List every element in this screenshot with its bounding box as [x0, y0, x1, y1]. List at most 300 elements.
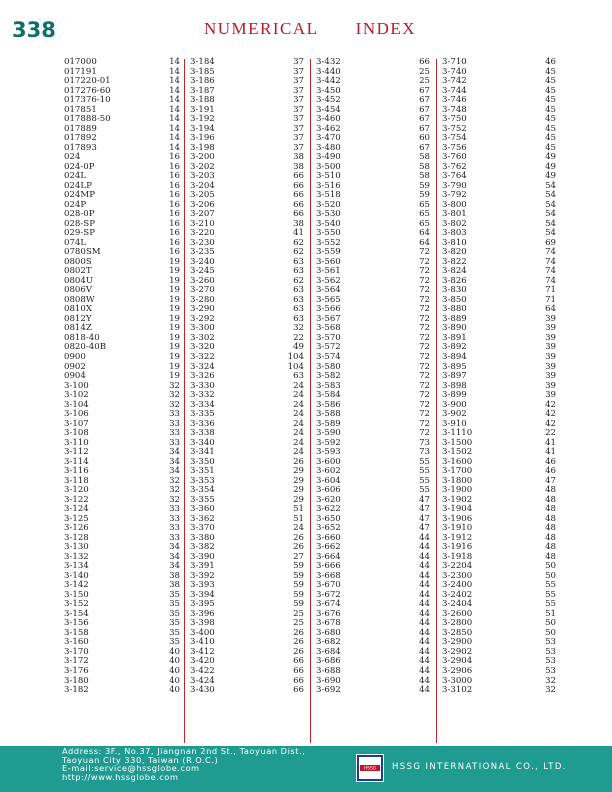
part-number: 3-660 — [316, 532, 341, 543]
page-reference: 32 — [169, 399, 180, 410]
part-number: 3-570 — [316, 332, 341, 343]
page-reference: 37 — [293, 57, 304, 67]
page-reference: 66 — [293, 199, 304, 210]
page-reference: 16 — [169, 171, 180, 182]
page-reference: 44 — [419, 637, 430, 648]
page-reference: 74 — [545, 256, 556, 267]
part-number: 3-822 — [442, 256, 467, 267]
page-reference: 14 — [169, 142, 180, 153]
part-number: 3-1904 — [442, 504, 473, 515]
page-reference: 73 — [419, 437, 430, 448]
part-number: 0812Y — [64, 313, 92, 324]
page-reference: 16 — [169, 180, 180, 191]
page-reference: 74 — [545, 266, 556, 277]
page-reference: 42 — [545, 418, 556, 429]
part-number: 0804U — [64, 275, 94, 286]
part-number: 3-2850 — [442, 627, 473, 638]
part-number: 3-750 — [442, 114, 467, 125]
company-logo — [356, 754, 384, 782]
page-reference: 33 — [169, 418, 180, 429]
page-reference: 72 — [419, 342, 430, 353]
part-number: 3-592 — [316, 437, 341, 448]
part-number: 3-187 — [190, 85, 215, 96]
column-separator — [436, 59, 437, 743]
page-reference: 38 — [169, 580, 180, 591]
page-reference: 72 — [419, 418, 430, 429]
page-reference: 63 — [293, 294, 304, 305]
part-number: 3-202 — [190, 161, 215, 172]
page-reference: 35 — [169, 618, 180, 629]
index-entry — [442, 686, 556, 696]
part-number: 3-107 — [64, 418, 89, 429]
page-reference: 62 — [293, 247, 304, 258]
part-number: 3-756 — [442, 142, 467, 153]
page-reference: 44 — [419, 685, 430, 696]
page-reference: 14 — [169, 104, 180, 115]
index-entry — [64, 144, 180, 154]
page-reference: 53 — [545, 637, 556, 648]
page-reference: 47 — [419, 494, 430, 505]
part-number: 017893 — [64, 142, 97, 153]
part-number: 3-589 — [316, 418, 341, 429]
part-number: 3-801 — [442, 209, 467, 220]
part-number: 3-803 — [442, 228, 467, 239]
page-reference: 47 — [545, 475, 556, 486]
page-reference: 58 — [419, 171, 430, 182]
page-reference: 35 — [169, 637, 180, 648]
part-number: 3-351 — [190, 466, 215, 477]
part-number: 3-760 — [442, 152, 467, 163]
part-number: 3-154 — [64, 608, 89, 619]
page-reference: 59 — [293, 561, 304, 572]
page-reference: 33 — [169, 532, 180, 543]
page-reference: 16 — [169, 199, 180, 210]
part-number: 3-1110 — [442, 428, 473, 439]
part-number: 3-400 — [190, 627, 215, 638]
part-number: 3-664 — [316, 551, 341, 562]
page-reference: 49 — [293, 342, 304, 353]
part-number: 3-792 — [442, 190, 467, 201]
part-number: 3-184 — [190, 57, 215, 67]
numerical-index — [0, 58, 612, 746]
page-reference: 29 — [293, 485, 304, 496]
page-reference: 25 — [293, 608, 304, 619]
index-entry — [316, 686, 430, 696]
part-number: 3-382 — [190, 542, 215, 553]
page-reference: 47 — [419, 504, 430, 515]
page-reference: 44 — [419, 656, 430, 667]
page-reference: 32 — [545, 685, 556, 696]
part-number: 3-2904 — [442, 656, 473, 667]
page-reference: 16 — [169, 247, 180, 258]
page-reference: 65 — [419, 199, 430, 210]
part-number: 3-790 — [442, 180, 467, 191]
page-reference: 34 — [169, 466, 180, 477]
page-reference: 19 — [169, 275, 180, 286]
page-reference: 24 — [293, 523, 304, 534]
page-reference: 32 — [169, 390, 180, 401]
page-reference: 59 — [293, 589, 304, 600]
page-reference: 71 — [545, 294, 556, 305]
page-reference: 22 — [545, 428, 556, 439]
part-number: 017889 — [64, 123, 97, 134]
page-reference: 14 — [169, 76, 180, 87]
page-reference: 72 — [419, 380, 430, 391]
part-number: 3-424 — [190, 675, 215, 686]
part-number: 3-690 — [316, 675, 341, 686]
page-reference: 54 — [545, 180, 556, 191]
part-number: 3-744 — [442, 85, 467, 96]
page-reference: 72 — [419, 256, 430, 267]
page-reference: 41 — [293, 228, 304, 239]
page-reference: 44 — [419, 646, 430, 657]
part-number: 3-680 — [316, 627, 341, 638]
page-reference: 24 — [293, 409, 304, 420]
part-number: 3-902 — [442, 409, 467, 420]
part-number: 3-410 — [190, 637, 215, 648]
part-number: 3-391 — [190, 561, 215, 572]
page-reference: 63 — [293, 304, 304, 315]
part-number: 3-182 — [64, 685, 89, 696]
page-reference: 25 — [419, 66, 430, 77]
part-number: 3-530 — [316, 209, 341, 220]
part-number: 3-552 — [316, 237, 341, 248]
part-number: 3-394 — [190, 589, 215, 600]
part-number: 3-412 — [190, 646, 215, 657]
part-number: 3-559 — [316, 247, 341, 258]
page-reference: 26 — [293, 637, 304, 648]
page-reference: 63 — [293, 256, 304, 267]
page-reference: 16 — [169, 161, 180, 172]
part-number: 017220-01 — [64, 76, 111, 87]
part-number: 3-353 — [190, 475, 215, 486]
part-number: 3-668 — [316, 570, 341, 581]
page-reference: 67 — [419, 85, 430, 96]
page-reference: 45 — [545, 142, 556, 153]
page-reference: 71 — [545, 285, 556, 296]
part-number: 3-360 — [190, 504, 215, 515]
page-reference: 44 — [419, 570, 430, 581]
page-reference: 25 — [293, 618, 304, 629]
page-reference: 74 — [545, 275, 556, 286]
page-reference: 42 — [545, 399, 556, 410]
part-number: 3-510 — [316, 171, 341, 182]
page-reference: 16 — [169, 218, 180, 229]
part-number: 3-124 — [64, 504, 89, 515]
part-number: 3-500 — [316, 161, 341, 172]
page-reference: 39 — [545, 332, 556, 343]
part-number: 3-134 — [64, 561, 89, 572]
page-reference: 32 — [293, 323, 304, 334]
part-number: 3-2800 — [442, 618, 473, 629]
page-reference: 44 — [419, 618, 430, 629]
page-reference: 104 — [287, 361, 304, 372]
address-line-1: Address: 3F., No.37, Jiangnan 2nd St., Taoyuan Dist., — [62, 746, 306, 756]
part-number: 3-1700 — [442, 466, 473, 477]
page-reference: 14 — [169, 123, 180, 134]
page-reference: 50 — [545, 561, 556, 572]
page-reference: 44 — [419, 589, 430, 600]
part-number: 3-2400 — [442, 580, 473, 591]
page-reference: 16 — [169, 237, 180, 248]
page-reference: 72 — [419, 399, 430, 410]
part-number: 3-810 — [442, 237, 467, 248]
part-number: 3-824 — [442, 266, 467, 277]
part-number: 3-762 — [442, 161, 467, 172]
page-reference: 50 — [545, 570, 556, 581]
part-number: 3-470 — [316, 133, 341, 144]
part-number: 3-889 — [442, 313, 467, 324]
part-number: 3-593 — [316, 447, 341, 458]
part-number: 3-1800 — [442, 475, 473, 486]
part-number: 3-684 — [316, 646, 341, 657]
page-reference: 59 — [293, 599, 304, 610]
page-reference: 64 — [419, 228, 430, 239]
page-reference: 72 — [419, 313, 430, 324]
part-number: 074L — [64, 237, 87, 248]
part-number: 3-355 — [190, 494, 215, 505]
page-reference: 44 — [419, 675, 430, 686]
page-reference: 39 — [545, 351, 556, 362]
part-number: 3-203 — [190, 171, 215, 182]
page-reference: 39 — [545, 390, 556, 401]
page-reference: 49 — [545, 171, 556, 182]
page-reference: 16 — [169, 209, 180, 220]
page-reference: 35 — [169, 599, 180, 610]
part-number: 3-200 — [190, 152, 215, 163]
part-number: 3-160 — [64, 637, 89, 648]
page-reference: 62 — [293, 237, 304, 248]
page-reference: 33 — [169, 504, 180, 515]
page-reference: 72 — [419, 332, 430, 343]
part-number: 3-420 — [190, 656, 215, 667]
part-number: 3-430 — [190, 685, 215, 696]
part-number: 3-150 — [64, 589, 89, 600]
part-number: 3-1910 — [442, 523, 473, 534]
part-number: 3-520 — [316, 199, 341, 210]
part-number: 3-180 — [64, 675, 89, 686]
part-number: 3-326 — [190, 371, 215, 382]
part-number: 3-567 — [316, 313, 341, 324]
part-number: 3-198 — [190, 142, 215, 153]
page-reference: 40 — [169, 646, 180, 657]
part-number: 3-572 — [316, 342, 341, 353]
page-reference: 55 — [419, 475, 430, 486]
part-number: 3-393 — [190, 580, 215, 591]
page-reference: 16 — [169, 228, 180, 239]
part-number: 3-540 — [316, 218, 341, 229]
part-number: 3-568 — [316, 323, 341, 334]
page-reference: 48 — [545, 551, 556, 562]
page-reference: 41 — [545, 447, 556, 458]
page-reference: 53 — [545, 666, 556, 676]
page-reference: 25 — [419, 76, 430, 87]
page-reference: 72 — [419, 361, 430, 372]
index-column-4 — [442, 58, 556, 696]
page-reference: 66 — [293, 209, 304, 220]
page-reference: 39 — [545, 371, 556, 382]
page-reference: 19 — [169, 371, 180, 382]
page-reference: 38 — [293, 152, 304, 163]
part-number: 3-196 — [190, 133, 215, 144]
page-reference: 55 — [545, 599, 556, 610]
page-reference: 37 — [293, 85, 304, 96]
part-number: 3-260 — [190, 275, 215, 286]
part-number: 3-396 — [190, 608, 215, 619]
part-number: 0818-40 — [64, 332, 100, 343]
part-number: 3-125 — [64, 513, 89, 524]
page-reference: 16 — [169, 152, 180, 163]
page-reference: 48 — [545, 523, 556, 534]
part-number: 3-1902 — [442, 494, 473, 505]
part-number: 3-2404 — [442, 599, 473, 610]
part-number: 0806V — [64, 285, 93, 296]
part-number: 3-320 — [190, 342, 215, 353]
page-reference: 48 — [545, 485, 556, 496]
page-reference: 72 — [419, 294, 430, 305]
part-number: 3-1502 — [442, 447, 473, 458]
part-number: 3-380 — [190, 532, 215, 543]
page-reference: 38 — [293, 161, 304, 172]
page-reference: 63 — [293, 285, 304, 296]
part-number: 3-897 — [442, 371, 467, 382]
email-line[interactable]: E-mail:service@hssglobe.com — [62, 763, 200, 774]
part-number: 3-235 — [190, 247, 215, 258]
part-number: 028-0P — [64, 209, 95, 220]
part-number: 3-582 — [316, 371, 341, 382]
page-reference: 63 — [293, 266, 304, 277]
part-number: 3-128 — [64, 532, 89, 543]
page-reference: 59 — [419, 190, 430, 201]
part-number: 3-662 — [316, 542, 341, 553]
page-reference: 49 — [545, 161, 556, 172]
part-number: 3-152 — [64, 599, 89, 610]
page-reference: 54 — [545, 218, 556, 229]
page-title: NUMERICAL INDEX — [204, 19, 417, 38]
part-number: 3-452 — [316, 95, 341, 106]
page-reference: 35 — [169, 627, 180, 638]
page-reference: 39 — [545, 342, 556, 353]
part-number: 3-450 — [316, 85, 341, 96]
page-reference: 40 — [169, 675, 180, 686]
part-number: 3-802 — [442, 218, 467, 229]
part-number: 3-290 — [190, 304, 215, 315]
page-reference: 42 — [545, 409, 556, 420]
page-reference: 24 — [293, 418, 304, 429]
page-reference: 38 — [293, 218, 304, 229]
part-number: 3-682 — [316, 637, 341, 648]
page-reference: 34 — [169, 447, 180, 458]
page-reference: 50 — [545, 627, 556, 638]
page-reference: 22 — [293, 332, 304, 343]
part-number: 3-688 — [316, 666, 341, 676]
page-reference: 51 — [545, 608, 556, 619]
part-number: 3-240 — [190, 256, 215, 267]
page-reference: 44 — [419, 532, 430, 543]
page-reference: 67 — [419, 114, 430, 125]
part-number: 3-894 — [442, 351, 467, 362]
part-number: 017376-10 — [64, 95, 111, 106]
part-number: 024-0P — [64, 161, 95, 172]
part-number: 3-583 — [316, 380, 341, 391]
footer-bar — [0, 746, 612, 792]
part-number: 3-1900 — [442, 485, 473, 496]
page-reference: 45 — [545, 104, 556, 115]
part-number: 3-324 — [190, 361, 215, 372]
contact-info — [62, 747, 305, 781]
part-number: 3-334 — [190, 399, 215, 410]
part-number: 3-2402 — [442, 589, 473, 600]
part-number: 017892 — [64, 133, 97, 144]
part-number: 3-194 — [190, 123, 215, 134]
page-reference: 58 — [419, 152, 430, 163]
page-reference: 19 — [169, 351, 180, 362]
part-number: 3-674 — [316, 599, 341, 610]
page-reference: 24 — [293, 437, 304, 448]
page-reference: 45 — [545, 95, 556, 106]
page-reference: 72 — [419, 428, 430, 439]
page-reference: 67 — [419, 142, 430, 153]
page-reference: 24 — [293, 447, 304, 458]
page-reference: 45 — [545, 123, 556, 134]
page-reference: 40 — [169, 656, 180, 667]
part-number: 3-899 — [442, 390, 467, 401]
page-reference: 44 — [419, 666, 430, 676]
page-reference: 44 — [419, 599, 430, 610]
part-number: 3-442 — [316, 76, 341, 87]
part-number: 3-142 — [64, 580, 89, 591]
part-number: 3-454 — [316, 104, 341, 115]
part-number: 3-112 — [64, 447, 89, 458]
part-number: 3-2906 — [442, 666, 473, 676]
part-number: 3-1500 — [442, 437, 473, 448]
part-number: 3-826 — [442, 275, 467, 286]
part-number: 024P — [64, 199, 87, 210]
page-reference: 48 — [545, 513, 556, 524]
part-number: 3-710 — [442, 57, 467, 67]
part-number: 3-3102 — [442, 685, 473, 696]
page-reference: 66 — [293, 171, 304, 182]
page-reference: 47 — [419, 513, 430, 524]
part-number: 3-670 — [316, 580, 341, 591]
page-reference: 51 — [293, 504, 304, 515]
part-number: 017191 — [64, 66, 97, 77]
page-reference: 45 — [545, 66, 556, 77]
part-number: 024 — [64, 152, 81, 163]
part-number: 3-330 — [190, 380, 215, 391]
part-number: 3-432 — [316, 57, 341, 67]
page-reference: 33 — [169, 437, 180, 448]
part-number: 3-192 — [190, 114, 215, 125]
page-reference: 53 — [545, 656, 556, 667]
page-reference: 44 — [419, 542, 430, 553]
website-line[interactable]: http://www.hssglobe.com — [62, 771, 179, 782]
part-number: 3-574 — [316, 351, 341, 362]
page-reference: 19 — [169, 304, 180, 315]
page-reference: 14 — [169, 133, 180, 144]
page-reference: 67 — [419, 104, 430, 115]
part-number: 3-185 — [190, 66, 215, 77]
page-reference: 66 — [293, 180, 304, 191]
page-reference: 72 — [419, 275, 430, 286]
page-reference: 39 — [545, 380, 556, 391]
page-reference: 40 — [169, 666, 180, 676]
part-number: 3-108 — [64, 428, 89, 439]
part-number: 3-332 — [190, 390, 215, 401]
part-number: 3-206 — [190, 199, 215, 210]
part-number: 3-1916 — [442, 542, 473, 553]
page-reference: 19 — [169, 361, 180, 372]
